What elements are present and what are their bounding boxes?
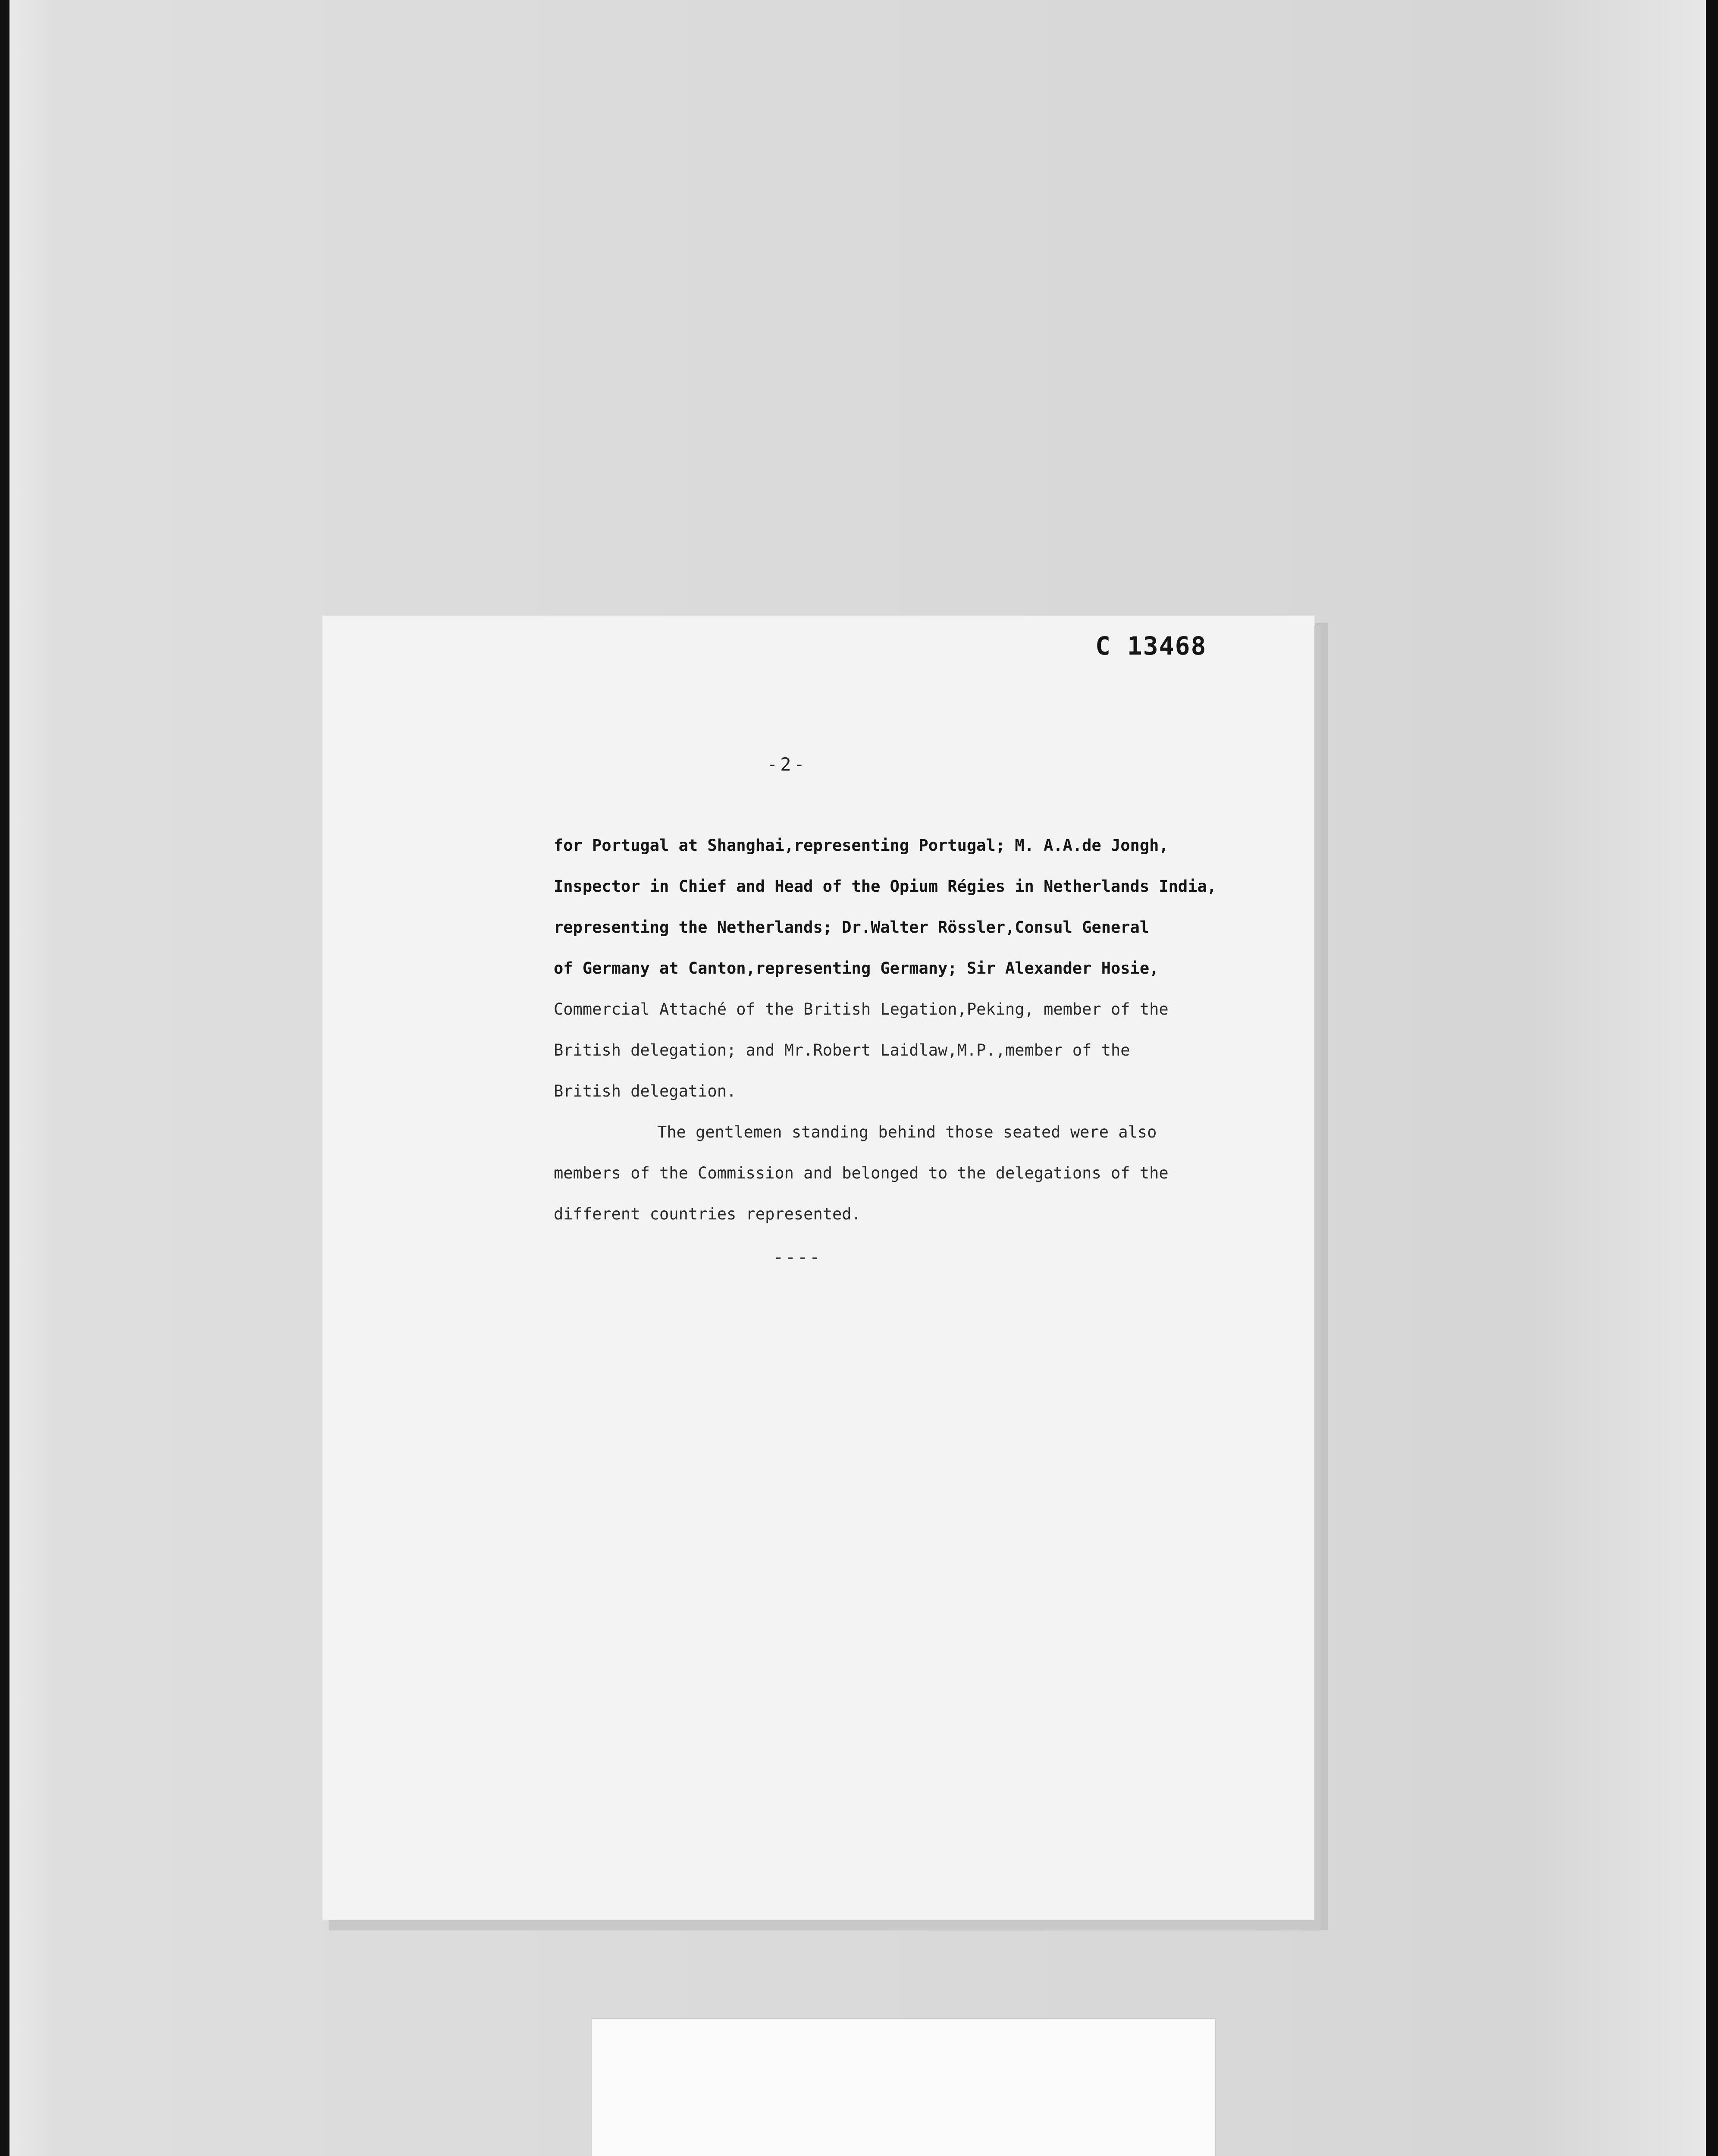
body-line: The gentlemen standing behind those seated were also — [657, 1123, 1157, 1141]
body-line: Commercial Attaché of the British Legation,Peking, member of the — [554, 1000, 1169, 1018]
body-text — [554, 825, 1244, 1235]
film-edge-right — [1706, 0, 1718, 2156]
page-number: -2- — [767, 754, 807, 775]
film-edge-left — [0, 0, 9, 2156]
body-line: for Portugal at Shanghai,representing Portugal; M. A.A.de Jongh, — [554, 836, 1169, 855]
body-line: of Germany at Canton,representing Germany; Sir Alexander Hosie, — [554, 959, 1159, 978]
body-line: different countries represented. — [554, 1205, 861, 1223]
collection-label-card — [591, 2018, 1216, 2156]
end-mark: ---- — [773, 1247, 822, 1267]
body-line: representing the Netherlands; Dr.Walter Rössler,Consul General — [554, 918, 1150, 937]
body-line: members of the Commission and belonged to the delegations of the — [554, 1164, 1169, 1182]
reference-number: C 13468 — [1095, 631, 1207, 661]
body-line: British delegation; and Mr.Robert Laidlaw,M.P.,member of the — [554, 1041, 1130, 1059]
document-page — [323, 616, 1314, 1920]
body-line: British delegation. — [554, 1082, 737, 1100]
body-line: Inspector in Chief and Head of the Opium Régies in Netherlands India, — [554, 877, 1217, 896]
